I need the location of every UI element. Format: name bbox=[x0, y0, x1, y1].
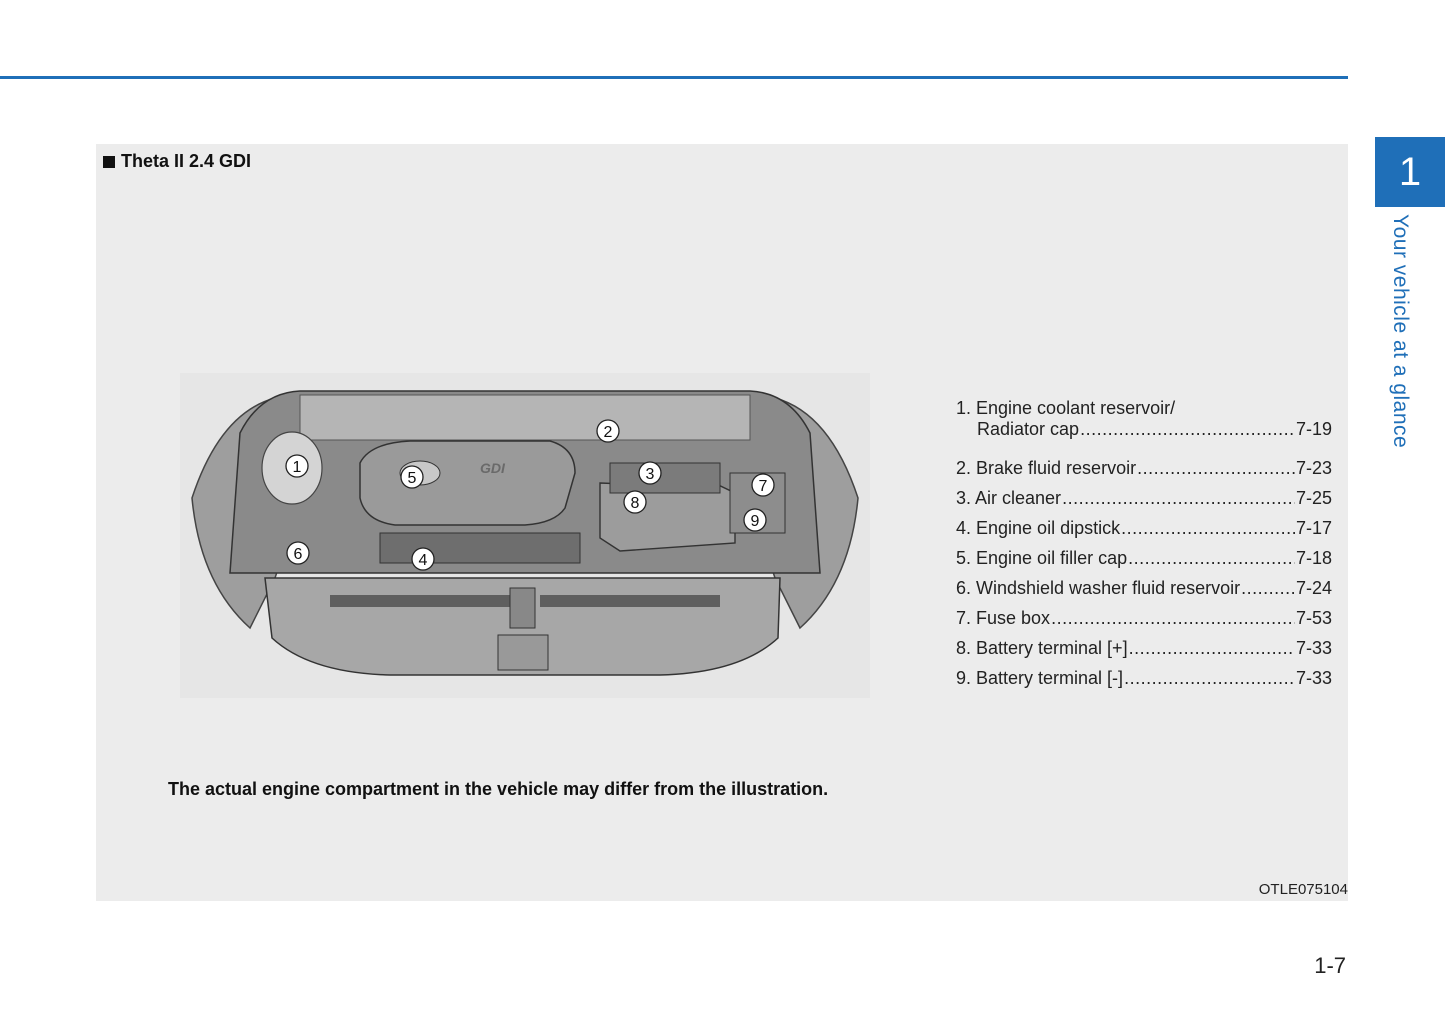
page-reference[interactable]: 7-19 bbox=[1295, 419, 1332, 439]
svg-text:9: 9 bbox=[750, 513, 760, 530]
chapter-number: 1 bbox=[1398, 149, 1422, 194]
callout-6 bbox=[287, 542, 309, 564]
dot-leader bbox=[1080, 419, 1295, 440]
svg-text:6: 6 bbox=[293, 546, 303, 563]
engine-compartment-drawing bbox=[180, 373, 870, 698]
svg-text:8: 8 bbox=[630, 495, 640, 512]
part-name: 5. Engine oil filler cap bbox=[956, 548, 1128, 568]
part-name: 1. Engine coolant reservoir/ bbox=[956, 398, 1176, 418]
page-reference[interactable]: 7-33 bbox=[1295, 638, 1332, 658]
svg-text:1: 1 bbox=[292, 459, 302, 476]
chapter-title: Your vehicle at a glance bbox=[1389, 214, 1412, 449]
list-item bbox=[956, 449, 1332, 479]
page-reference[interactable]: 7-33 bbox=[1295, 668, 1332, 688]
section-heading bbox=[103, 151, 251, 172]
illustration-caption: The actual engine compartment in the vehicle may differ from the illustration. bbox=[168, 779, 829, 799]
dot-leader bbox=[1128, 548, 1295, 569]
part-name: 8. Battery terminal [+] bbox=[956, 638, 1128, 658]
list-item bbox=[956, 629, 1332, 659]
page-reference[interactable]: 7-17 bbox=[1295, 518, 1332, 538]
svg-text:4: 4 bbox=[418, 552, 428, 569]
list-item bbox=[956, 569, 1332, 599]
callout-7 bbox=[752, 474, 774, 496]
page-reference[interactable]: 7-25 bbox=[1295, 488, 1332, 508]
square-bullet-icon bbox=[103, 156, 115, 168]
callout-1 bbox=[286, 455, 308, 477]
callout-8 bbox=[624, 491, 646, 513]
engine-badge: GDI bbox=[480, 460, 505, 476]
part-name: Radiator cap bbox=[977, 419, 1080, 439]
page-number: 1-7 bbox=[1314, 953, 1346, 978]
list-item bbox=[956, 397, 1332, 449]
part-name: 7. Fuse box bbox=[956, 608, 1051, 628]
list-item bbox=[956, 599, 1332, 629]
list-item bbox=[956, 509, 1332, 539]
dot-leader bbox=[1124, 668, 1295, 689]
dot-leader bbox=[1129, 638, 1295, 659]
list-item bbox=[956, 659, 1332, 689]
svg-text:3: 3 bbox=[645, 466, 655, 483]
svg-text:7: 7 bbox=[758, 478, 768, 495]
callout-2 bbox=[597, 420, 619, 442]
dot-leader bbox=[1241, 578, 1295, 599]
section-heading-text: Theta II 2.4 GDI bbox=[121, 151, 252, 171]
svg-text:2: 2 bbox=[603, 424, 613, 441]
page-reference[interactable]: 7-53 bbox=[1295, 608, 1332, 628]
dot-leader bbox=[1051, 608, 1295, 629]
list-item bbox=[956, 539, 1332, 569]
part-name: 4. Engine oil dipstick bbox=[956, 518, 1121, 538]
svg-text:5: 5 bbox=[407, 470, 417, 487]
part-name: 2. Brake fluid reservoir bbox=[956, 458, 1137, 478]
part-name: 9. Battery terminal [-] bbox=[956, 668, 1124, 688]
engine-compartment-illustration bbox=[180, 373, 870, 698]
callout-9 bbox=[744, 509, 766, 531]
list-item bbox=[956, 479, 1332, 509]
parts-list bbox=[956, 397, 1332, 689]
part-name: 3. Air cleaner bbox=[956, 488, 1062, 508]
dot-leader bbox=[1062, 488, 1295, 509]
chapter-number-tab[interactable] bbox=[1375, 137, 1445, 207]
dot-leader bbox=[1121, 518, 1295, 539]
page-reference[interactable]: 7-18 bbox=[1295, 548, 1332, 568]
header-rule bbox=[0, 76, 1348, 79]
dot-leader bbox=[1137, 458, 1295, 479]
callout-4 bbox=[412, 548, 434, 570]
figure-code: OTLE075104 bbox=[1258, 881, 1348, 898]
part-name: 6. Windshield washer fluid reservoir bbox=[956, 578, 1241, 598]
page-reference[interactable]: 7-23 bbox=[1295, 458, 1332, 478]
page-reference[interactable]: 7-24 bbox=[1295, 578, 1332, 598]
callout-3 bbox=[639, 462, 661, 484]
callout-5 bbox=[401, 466, 423, 488]
